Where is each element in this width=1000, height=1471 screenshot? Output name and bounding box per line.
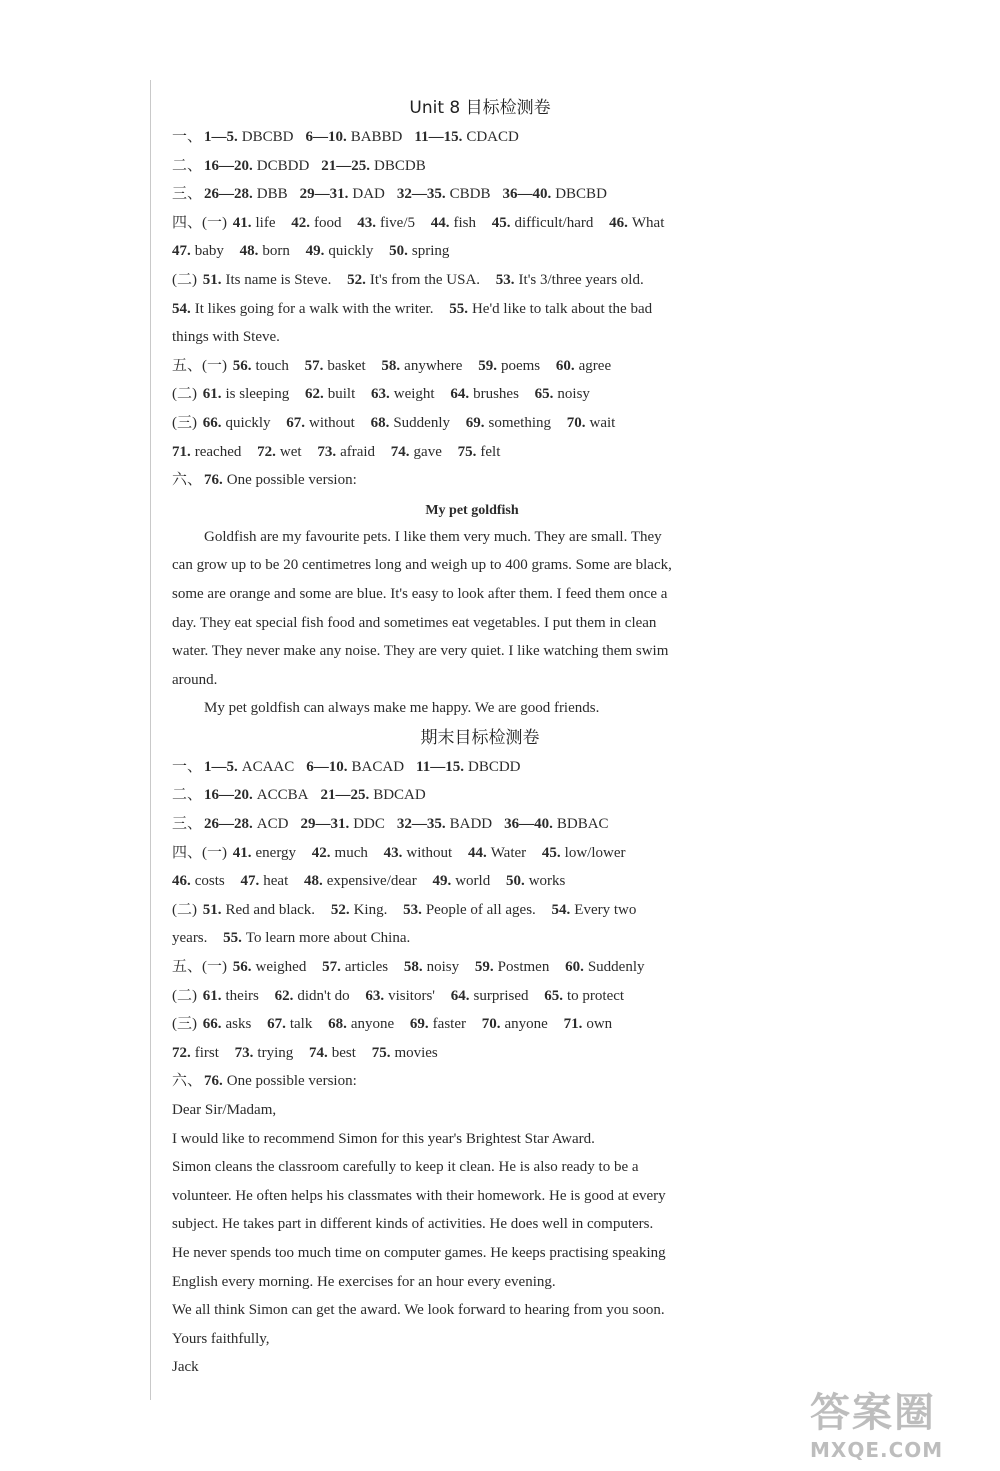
answer-line-41-45: 四、(一) 41. energy 42. much 43. without 44. Water 45. low/lower xyxy=(172,844,626,861)
answer-line-1-5: 一、 1—5. ACAAC 6—10. BACAD 11—15. DBCDD xyxy=(172,758,521,775)
essay-line: My pet goldfish can always make me happy. We are good friends. xyxy=(204,700,600,717)
answer-line-55: years. 55. To learn more about China. xyxy=(172,930,411,947)
answer-page xyxy=(172,93,772,1382)
answer-line-72-75: 72. first 73. trying 74. best 75. movies xyxy=(172,1044,438,1061)
letter-line: English every morning. He exercises for an hour every evening. xyxy=(172,1273,556,1290)
letter-line: Simon cleans the classroom carefully to keep it clean. He is also ready to be a xyxy=(172,1159,639,1176)
answer-line-41-46: 四、(一) 41. life 42. food 43. five/5 44. fish 45. difficult/hard 46. What xyxy=(172,214,665,231)
site-watermark xyxy=(810,1381,980,1461)
essay-line: water. They never make any noise. They are very quiet. I like watching them swim xyxy=(172,643,669,660)
answer-line-26-40: 三、 26—28. ACD 29—31. DDC 32—35. BADD 36—40. BDBAC xyxy=(172,816,609,833)
section-title-unit8: Unit 8 目标检测卷 xyxy=(409,98,551,118)
essay-line: day. They eat special fish food and sometimes eat vegetables. I put them in clean xyxy=(172,614,657,631)
section-title-final: 期末目标检测卷 xyxy=(420,727,540,748)
answer-line-61-65: (二) 61. is sleeping 62. built 63. weight 64. brushes 65. noisy xyxy=(172,386,590,403)
essay-body xyxy=(172,523,772,723)
answer-line-55-cont: things with Steve. xyxy=(172,329,280,346)
watermark-url: MXQE.COM xyxy=(810,1438,944,1462)
answer-line-46-50: 46. costs 47. heat 48. expensive/dear 49. world 50. works xyxy=(172,873,566,890)
letter-line: I would like to recommend Simon for this year's Brightest Star Award. xyxy=(172,1130,595,1147)
letter-line: Dear Sir/Madam, xyxy=(172,1102,277,1118)
answer-line-71-75: 71. reached 72. wet 73. afraid 74. gave 75. felt xyxy=(172,443,501,460)
answer-line-56-60: 五、(一) 56. touch 57. basket 58. anywhere 59. poems 60. agree xyxy=(172,357,612,374)
letter-line: He never spends too much time on computer games. He keeps practising speaking xyxy=(172,1244,666,1261)
answer-line-54-55: 54. It likes going for a walk with the writer. 55. He'd like to talk about the bad xyxy=(172,300,653,317)
answer-line-76: 六、 76. One possible version: xyxy=(172,1073,357,1090)
answer-line-76: 六、 76. One possible version: xyxy=(172,472,357,489)
watermark-logo-text: 答案圈 xyxy=(810,1390,936,1436)
letter-signature: Jack xyxy=(172,1359,199,1376)
letter-body xyxy=(172,1096,772,1382)
essay-line: around. xyxy=(172,671,218,688)
answer-line-1-5: 一、 1—5. DBCBD 6—10. BABBD 11—15. CDACD xyxy=(172,129,519,145)
essay-line: can grow up to be 20 centimetres long and weigh up to 400 grams. Some are black, xyxy=(172,557,672,574)
answer-line-61-65: (二) 61. theirs 62. didn't do 63. visitors' 64. surprised 65. to protect xyxy=(172,987,625,1004)
answer-line-16-25: 二、 16—20. ACCBA 21—25. BDCAD xyxy=(172,787,426,804)
binding-line xyxy=(150,80,151,1400)
essay-title: My pet goldfish xyxy=(425,502,519,518)
essay-line: some are orange and some are blue. It's easy to look after them. I feed them once a xyxy=(172,585,668,602)
answer-line-66-70: (三) 66. quickly 67. without 68. Suddenly 69. something 70. wait xyxy=(172,414,616,431)
essay-line: Goldfish are my favourite pets. I like them very much. They are small. They xyxy=(204,528,662,545)
answer-line-16-25: 二、 16—20. DCBDD 21—25. DBCDB xyxy=(172,157,426,174)
answer-line-51-54: (二) 51. Red and black. 52. King. 53. People of all ages. 54. Every two xyxy=(172,901,637,918)
letter-line: Yours faithfully, xyxy=(172,1330,270,1347)
answer-line-47-50: 47. baby 48. born 49. quickly 50. spring xyxy=(172,243,450,260)
letter-line: We all think Simon can get the award. We look forward to hearing from you soon. xyxy=(172,1302,665,1319)
answer-line-56-60: 五、(一) 56. weighed 57. articles 58. noisy 59. Postmen 60. Suddenly xyxy=(172,959,645,976)
letter-line: volunteer. He often helps his classmates with their homework. He is good at every xyxy=(172,1187,666,1204)
answer-line-51-53: (二) 51. Its name is Steve. 52. It's from the USA. 53. It's 3/three years old. xyxy=(172,271,644,288)
answer-line-66-71: (三) 66. asks 67. talk 68. anyone 69. faster 70. anyone 71. own xyxy=(172,1016,613,1033)
letter-line: subject. He takes part in different kinds of activities. He does well in computers. xyxy=(172,1216,654,1233)
answer-line-26-40: 三、 26—28. DBB 29—31. DAD 32—35. CBDB 36—40. DBCBD xyxy=(172,186,607,203)
